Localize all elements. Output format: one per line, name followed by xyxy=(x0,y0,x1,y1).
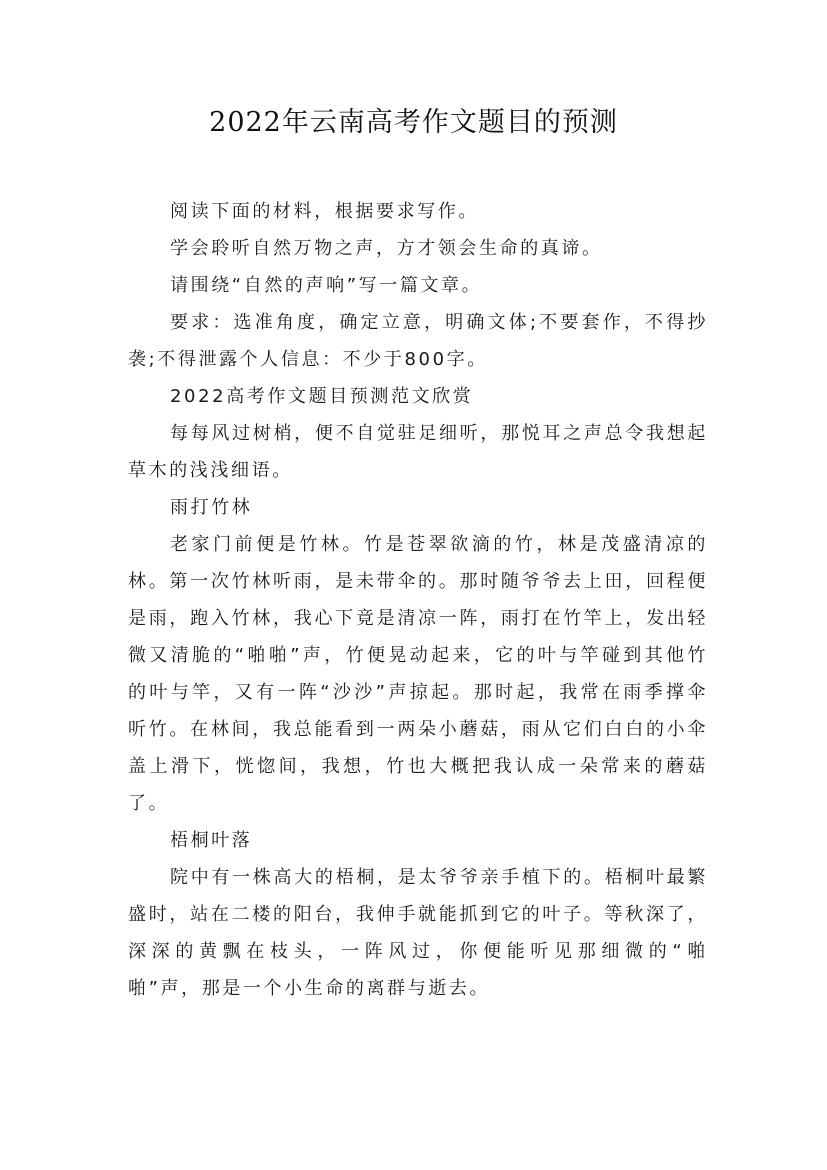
subheading-bamboo: 雨打竹林 xyxy=(170,497,253,518)
article-body xyxy=(128,193,708,1007)
paragraph-requirements: 要求：选准角度，确定立意，明确文体;不要套作，不得抄袭;不得泄露个人信息：不少于800字。 xyxy=(128,312,708,370)
section-heading-sample: 2022高考作文题目预测范文欣赏 xyxy=(170,386,474,407)
subheading-parasol: 梧桐叶落 xyxy=(170,830,253,851)
paragraph-material: 学会聆听自然万物之声，方才领会生命的真谛。 xyxy=(170,238,603,259)
page-title: 2022年云南高考作文题目的预测 xyxy=(209,107,618,138)
paragraph-parasol: 院中有一株高大的梧桐，是太爷爷亲手植下的。梧桐叶最繁盛时，站在二楼的阳台，我伸手就能抓到它的叶子。等秋深了，深深的黄飘在枝头，一阵风过，你便能听见那细微的“啪啪”声，那是一个小生命的离群与逝去。 xyxy=(128,867,708,999)
paragraph-intro: 每每风过树梢，便不自觉驻足细听，那悦耳之声总令我想起草木的浅浅细语。 xyxy=(128,423,708,481)
paragraph-instruction: 阅读下面的材料，根据要求写作。 xyxy=(170,201,479,222)
paragraph-bamboo: 老家门前便是竹林。竹是苍翠欲滴的竹，林是茂盛清凉的林。第一次竹林听雨，是未带伞的。那时随爷爷去上田，回程便是雨，跑入竹林，我心下竟是清凉一阵，雨打在竹竿上，发出轻微又清脆的“啪啪”声，竹便晃动起来，它的叶与竿碰到其他竹的叶与竿，又有一阵“沙沙”声掠起。那时起，我常在雨季撑伞听竹。在林间，我总能看到一两朵小蘑菇，雨从它们白白的小伞盖上滑下，恍惚间，我想，竹也大概把我认成一朵常来的蘑菇了。 xyxy=(128,534,708,814)
paragraph-topic: 请围绕“自然的声响”写一篇文章。 xyxy=(170,275,483,296)
